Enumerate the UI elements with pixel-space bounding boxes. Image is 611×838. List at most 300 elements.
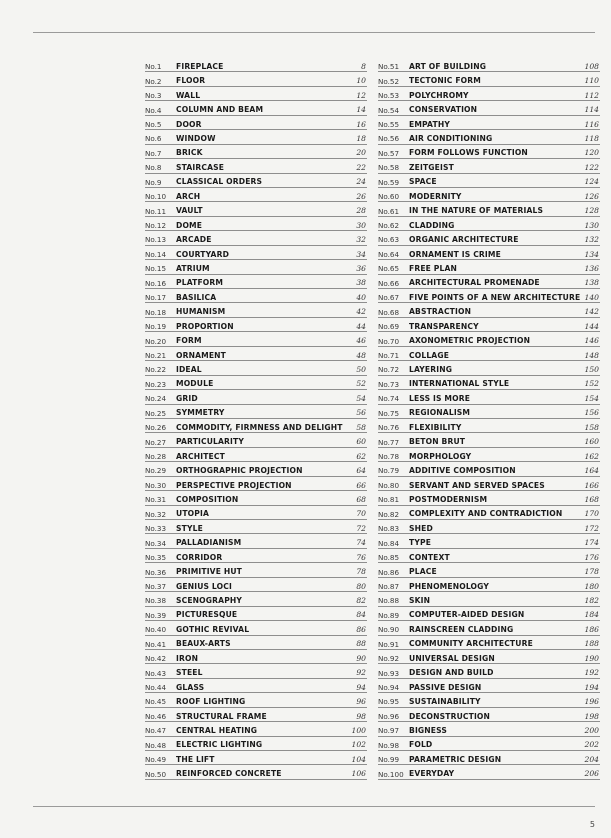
entry-title: ORGANIC ARCHITECTURE (409, 235, 519, 245)
toc-entry (378, 664, 600, 678)
toc-entry (378, 722, 600, 736)
toc-entry (145, 159, 367, 173)
entry-number: No.44 (145, 683, 167, 693)
entry-number: No.42 (145, 654, 167, 664)
entry-page-number: 120 (584, 148, 599, 158)
entry-title: FORM FOLLOWS FUNCTION (409, 148, 528, 158)
entry-number: No.81 (378, 495, 400, 505)
toc-entry (378, 390, 600, 404)
entry-title: DOOR (176, 119, 202, 129)
top-rule (33, 32, 595, 33)
toc-entry (378, 765, 600, 779)
toc-entry (145, 361, 367, 375)
entry-title: DESIGN AND BUILD (409, 668, 494, 678)
entry-title: CONSERVATION (409, 105, 478, 115)
toc-entry (145, 765, 367, 779)
entry-page-number: 66 (356, 480, 366, 490)
entry-number: No.30 (145, 480, 167, 490)
entry-number: No.99 (378, 755, 400, 765)
entry-number: No.56 (378, 134, 400, 144)
entry-number: No.73 (378, 379, 400, 389)
entry-title: FIREPLACE (176, 61, 224, 71)
entry-number: No.26 (145, 423, 167, 433)
entry-page-number: 148 (584, 350, 599, 360)
toc-entry (378, 751, 600, 765)
toc-entry (378, 361, 600, 375)
entry-number: No.50 (145, 769, 167, 779)
entry-title: COMPLEXITY AND CONTRADICTION (409, 509, 563, 519)
entry-number: No.7 (145, 148, 162, 158)
entry-title: MODERNITY (409, 191, 462, 201)
entry-page-number: 56 (356, 408, 366, 418)
entry-number: No.90 (378, 625, 400, 635)
toc-entry (145, 621, 367, 635)
entry-title: ELECTRIC LIGHTING (176, 740, 263, 750)
toc-entry (145, 419, 367, 433)
entry-title: SYMMETRY (176, 408, 225, 418)
entry-title: FORM (176, 336, 202, 346)
entry-page-number: 86 (356, 624, 366, 634)
entry-title: SUSTAINABILITY (409, 697, 481, 707)
toc-entry (378, 87, 600, 101)
toc-entry (378, 347, 600, 361)
entry-page-number: 102 (351, 740, 366, 750)
entry-page-number: 40 (356, 292, 366, 302)
entry-number: No.83 (378, 524, 400, 534)
entry-title: TYPE (409, 538, 432, 548)
entry-number: No.41 (145, 639, 167, 649)
entry-page-number: 114 (584, 105, 599, 115)
entry-page-number: 144 (584, 321, 599, 331)
entry-page-number: 140 (584, 292, 599, 302)
entry-page-number: 84 (356, 610, 366, 620)
toc-entry (378, 376, 600, 390)
toc-entry (145, 390, 367, 404)
toc-entry (378, 520, 600, 534)
entry-title: POSTMODERNISM (409, 494, 488, 504)
entry-number: No.61 (378, 206, 400, 216)
entry-page-number: 170 (584, 509, 599, 519)
entry-page-number: 166 (584, 480, 599, 490)
entry-title: GLASS (176, 682, 205, 692)
entry-number: No.31 (145, 495, 167, 505)
toc-entry (145, 737, 367, 751)
entry-number: No.78 (378, 452, 400, 462)
entry-page-number: 190 (584, 653, 599, 663)
toc-entry (378, 563, 600, 577)
entry-page-number: 138 (584, 278, 599, 288)
entry-page-number: 192 (584, 668, 599, 678)
entry-title: CONTEXT (409, 552, 450, 562)
entry-page-number: 72 (356, 523, 366, 533)
toc-entry (378, 101, 600, 115)
entry-number: No.64 (378, 249, 400, 259)
entry-page-number: 108 (584, 61, 599, 71)
entry-number: No.14 (145, 249, 167, 259)
entry-page-number: 154 (584, 393, 599, 403)
entry-page-number: 136 (584, 263, 599, 273)
entry-number: No.71 (378, 350, 400, 360)
entry-page-number: 80 (356, 581, 366, 591)
entry-number: No.84 (378, 538, 400, 548)
entry-page-number: 46 (356, 336, 366, 346)
entry-page-number: 96 (356, 697, 366, 707)
entry-title: IN THE NATURE OF MATERIALS (409, 206, 544, 216)
entry-page-number: 168 (584, 494, 599, 504)
entry-number: No.9 (145, 177, 162, 187)
toc-entry (145, 563, 367, 577)
entry-title: BASILICA (176, 292, 217, 302)
entry-title: PASSIVE DESIGN (409, 682, 482, 692)
toc-entry (378, 693, 600, 707)
entry-number: No.68 (378, 307, 400, 317)
toc-entry (378, 72, 600, 86)
toc-entry (145, 520, 367, 534)
entry-title: IDEAL (176, 365, 202, 375)
entry-page-number: 106 (351, 769, 366, 779)
entry-page-number: 172 (584, 523, 599, 533)
entry-page-number: 94 (356, 682, 366, 692)
entry-number: No.57 (378, 148, 400, 158)
entry-page-number: 30 (356, 220, 366, 230)
entry-page-number: 44 (356, 321, 366, 331)
entry-title: PRIMITIVE HUT (176, 567, 242, 577)
entry-page-number: 184 (584, 610, 599, 620)
entry-title: SPACE (409, 177, 437, 187)
toc-entry (145, 376, 367, 390)
toc-entry (145, 578, 367, 592)
entry-page-number: 122 (584, 162, 599, 172)
entry-page-number: 42 (356, 307, 366, 317)
entry-number: No.95 (378, 697, 400, 707)
bottom-rule (33, 806, 595, 807)
toc-entry (145, 231, 367, 245)
entry-number: No.86 (378, 567, 400, 577)
entry-number: No.52 (378, 76, 400, 86)
entry-title: FREE PLAN (409, 263, 458, 273)
toc-entry (378, 159, 600, 173)
entry-title: COMPOSITION (176, 494, 239, 504)
entry-number: No.28 (145, 452, 167, 462)
entry-title: PARAMETRIC DESIGN (409, 754, 502, 764)
entry-page-number: 178 (584, 567, 599, 577)
entry-page-number: 116 (584, 119, 599, 129)
entry-title: PHENOMENOLOGY (409, 581, 490, 591)
entry-page-number: 164 (584, 466, 599, 476)
toc-entry (145, 347, 367, 361)
toc-entry (378, 607, 600, 621)
entry-page-number: 8 (361, 61, 366, 71)
toc-entry (378, 477, 600, 491)
toc-entry (145, 549, 367, 563)
toc-entry (145, 592, 367, 606)
entry-page-number: 188 (584, 639, 599, 649)
entry-title: ARCADE (176, 235, 212, 245)
entry-title: COMMODITY, FIRMNESS AND DELIGHT (176, 422, 343, 432)
toc-entry (145, 491, 367, 505)
entry-title: ZEITGEIST (409, 162, 454, 172)
toc-entry (145, 116, 367, 130)
entry-number: No.27 (145, 437, 167, 447)
toc-entry (145, 130, 367, 144)
toc-entry (378, 592, 600, 606)
entry-page-number: 34 (356, 249, 366, 259)
entry-number: No.18 (145, 307, 167, 317)
entry-title: DOME (176, 220, 203, 230)
toc-entry (378, 116, 600, 130)
entry-page-number: 24 (356, 177, 366, 187)
entry-page-number: 98 (356, 711, 366, 721)
entry-title: LESS IS MORE (409, 393, 471, 403)
entry-title: UTOPIA (176, 509, 209, 519)
entry-number: No.12 (145, 221, 167, 231)
entry-page-number: 110 (584, 76, 599, 86)
toc-entry (145, 318, 367, 332)
toc-entry (378, 405, 600, 419)
entry-title: ARCHITECTURAL PROMENADE (409, 278, 540, 288)
entry-number: No.13 (145, 235, 167, 245)
toc-entry (378, 130, 600, 144)
toc-entry (145, 260, 367, 274)
toc-entry (145, 289, 367, 303)
toc-entry (145, 636, 367, 650)
entry-title: ABSTRACTION (409, 307, 472, 317)
entry-title: SERVANT AND SERVED SPACES (409, 480, 545, 490)
toc-entry (145, 72, 367, 86)
entry-page-number: 26 (356, 191, 366, 201)
entry-page-number: 156 (584, 408, 599, 418)
entry-number: No.34 (145, 538, 167, 548)
entry-number: No.19 (145, 322, 167, 332)
entry-number: No.29 (145, 466, 167, 476)
entry-number: No.32 (145, 509, 167, 519)
entry-page-number: 186 (584, 624, 599, 634)
entry-page-number: 64 (356, 466, 366, 476)
entry-number: No.36 (145, 567, 167, 577)
entry-page-number: 100 (351, 725, 366, 735)
entry-title: COLLAGE (409, 350, 450, 360)
entry-title: STRUCTURAL FRAME (176, 711, 267, 721)
entry-title: PALLADIANISM (176, 538, 242, 548)
entry-number: No.65 (378, 264, 400, 274)
entry-page-number: 104 (351, 754, 366, 764)
entry-page-number: 176 (584, 552, 599, 562)
entry-number: No.22 (145, 365, 167, 375)
toc-entry (378, 534, 600, 548)
entry-number: No.54 (378, 105, 400, 115)
entry-number: No.39 (145, 610, 167, 620)
entry-page-number: 54 (356, 393, 366, 403)
entry-title: ORNAMENT IS CRIME (409, 249, 501, 259)
entry-number: No.58 (378, 163, 400, 173)
entry-number: No.59 (378, 177, 400, 187)
toc-entry (145, 679, 367, 693)
toc-column-left (145, 58, 367, 780)
entry-number: No.76 (378, 423, 400, 433)
entry-title: GENIUS LOCI (176, 581, 232, 591)
entry-page-number: 88 (356, 639, 366, 649)
entry-number: No.10 (145, 192, 167, 202)
entry-title: INTERNATIONAL STYLE (409, 379, 510, 389)
entry-number: No.88 (378, 596, 400, 606)
entry-page-number: 58 (356, 422, 366, 432)
entry-number: No.60 (378, 192, 400, 202)
toc-entry (378, 491, 600, 505)
entry-title: BRICK (176, 148, 203, 158)
entry-title: COURTYARD (176, 249, 230, 259)
entry-page-number: 196 (584, 697, 599, 707)
entry-page-number: 70 (356, 509, 366, 519)
entry-number: No.74 (378, 394, 400, 404)
toc-entry (378, 217, 600, 231)
toc-column-right (378, 58, 600, 780)
entry-title: WALL (176, 90, 201, 100)
entry-page-number: 180 (584, 581, 599, 591)
entry-number: No.92 (378, 654, 400, 664)
toc-entry (145, 405, 367, 419)
toc-entry (378, 621, 600, 635)
toc-entry (145, 58, 367, 72)
entry-number: No.8 (145, 163, 162, 173)
entry-number: No.4 (145, 105, 162, 115)
entry-number: No.46 (145, 711, 167, 721)
entry-title: THE LIFT (176, 754, 215, 764)
toc-entry (378, 448, 600, 462)
toc-entry (145, 448, 367, 462)
entry-title: EMPATHY (409, 119, 450, 129)
entry-title: MODULE (176, 379, 214, 389)
toc-entry (378, 58, 600, 72)
entry-number: No.91 (378, 639, 400, 649)
entry-title: ADDITIVE COMPOSITION (409, 466, 516, 476)
entry-title: ATRIUM (176, 263, 210, 273)
entry-number: No.20 (145, 336, 167, 346)
entry-number: No.21 (145, 350, 167, 360)
toc-entry (378, 737, 600, 751)
entry-number: No.35 (145, 553, 167, 563)
entry-page-number: 60 (356, 437, 366, 447)
entry-title: ORNAMENT (176, 350, 227, 360)
toc-entry (378, 650, 600, 664)
entry-title: ART OF BUILDING (409, 61, 487, 71)
toc-entry (145, 650, 367, 664)
entry-title: COMPUTER-AIDED DESIGN (409, 610, 525, 620)
entry-page-number: 12 (356, 90, 366, 100)
entry-title: EVERYDAY (409, 769, 455, 779)
entry-title: WINDOW (176, 134, 216, 144)
entry-title: STEEL (176, 668, 203, 678)
entry-number: No.23 (145, 379, 167, 389)
entry-number: No.77 (378, 437, 400, 447)
entry-title: STAIRCASE (176, 162, 225, 172)
toc-entry (145, 188, 367, 202)
entry-title: BETON BRUT (409, 437, 466, 447)
entry-number: No.6 (145, 134, 162, 144)
entry-number: No.94 (378, 683, 400, 693)
toc-entry (378, 636, 600, 650)
entry-title: ARCH (176, 191, 201, 201)
entry-page-number: 90 (356, 653, 366, 663)
entry-page-number: 204 (584, 754, 599, 764)
page-number: 5 (589, 820, 595, 829)
entry-title: PLACE (409, 567, 437, 577)
entry-number: No.1 (145, 62, 162, 72)
entry-title: VAULT (176, 206, 203, 216)
entry-page-number: 202 (584, 740, 599, 750)
toc-entry (378, 202, 600, 216)
entry-page-number: 134 (584, 249, 599, 259)
entry-page-number: 132 (584, 235, 599, 245)
entry-title: SCENOGRAPHY (176, 596, 243, 606)
entry-number: No.53 (378, 91, 400, 101)
entry-page-number: 162 (584, 451, 599, 461)
entry-number: No.93 (378, 668, 400, 678)
toc-entry (378, 174, 600, 188)
entry-page-number: 32 (356, 235, 366, 245)
entry-page-number: 158 (584, 422, 599, 432)
toc-entry (378, 462, 600, 476)
toc-entry (378, 289, 600, 303)
entry-number: No.82 (378, 509, 400, 519)
entry-title: MORPHOLOGY (409, 451, 472, 461)
entry-page-number: 182 (584, 596, 599, 606)
entry-page-number: 160 (584, 437, 599, 447)
entry-page-number: 76 (356, 552, 366, 562)
toc-entry (378, 188, 600, 202)
entry-title: TRANSPARENCY (409, 321, 479, 331)
entry-title: ROOF LIGHTING (176, 697, 246, 707)
toc-entry (378, 419, 600, 433)
entry-title: PARTICULARITY (176, 437, 245, 447)
toc-entry (378, 679, 600, 693)
entry-number: No.17 (145, 293, 167, 303)
toc-entry (378, 332, 600, 346)
toc-entry (378, 549, 600, 563)
entry-page-number: 50 (356, 365, 366, 375)
entry-number: No.100 (378, 769, 404, 779)
entry-title: CLADDING (409, 220, 455, 230)
toc-entry (145, 145, 367, 159)
entry-number: No.80 (378, 480, 400, 490)
entry-page-number: 28 (356, 206, 366, 216)
toc-entry (378, 231, 600, 245)
entry-title: BEAUX-ARTS (176, 639, 231, 649)
entry-number: No.96 (378, 711, 400, 721)
entry-page-number: 130 (584, 220, 599, 230)
entry-number: No.16 (145, 278, 167, 288)
entry-title: RAINSCREEN CLADDING (409, 624, 514, 634)
entry-number: No.75 (378, 408, 400, 418)
entry-number: No.24 (145, 394, 167, 404)
entry-title: BIGNESS (409, 725, 448, 735)
entry-number: No.33 (145, 524, 167, 534)
toc-entry (378, 708, 600, 722)
entry-number: No.62 (378, 221, 400, 231)
entry-page-number: 74 (356, 538, 366, 548)
entry-page-number: 36 (356, 263, 366, 273)
entry-number: No.37 (145, 581, 167, 591)
toc-entry (378, 246, 600, 260)
toc-entry (378, 578, 600, 592)
entry-title: AXONOMETRIC PROJECTION (409, 336, 531, 346)
entry-number: No.63 (378, 235, 400, 245)
entry-page-number: 68 (356, 494, 366, 504)
entry-page-number: 62 (356, 451, 366, 461)
entry-page-number: 206 (584, 769, 599, 779)
entry-page-number: 194 (584, 682, 599, 692)
entry-title: FIVE POINTS OF A NEW ARCHITECTURE (409, 292, 581, 302)
toc-entry (145, 506, 367, 520)
